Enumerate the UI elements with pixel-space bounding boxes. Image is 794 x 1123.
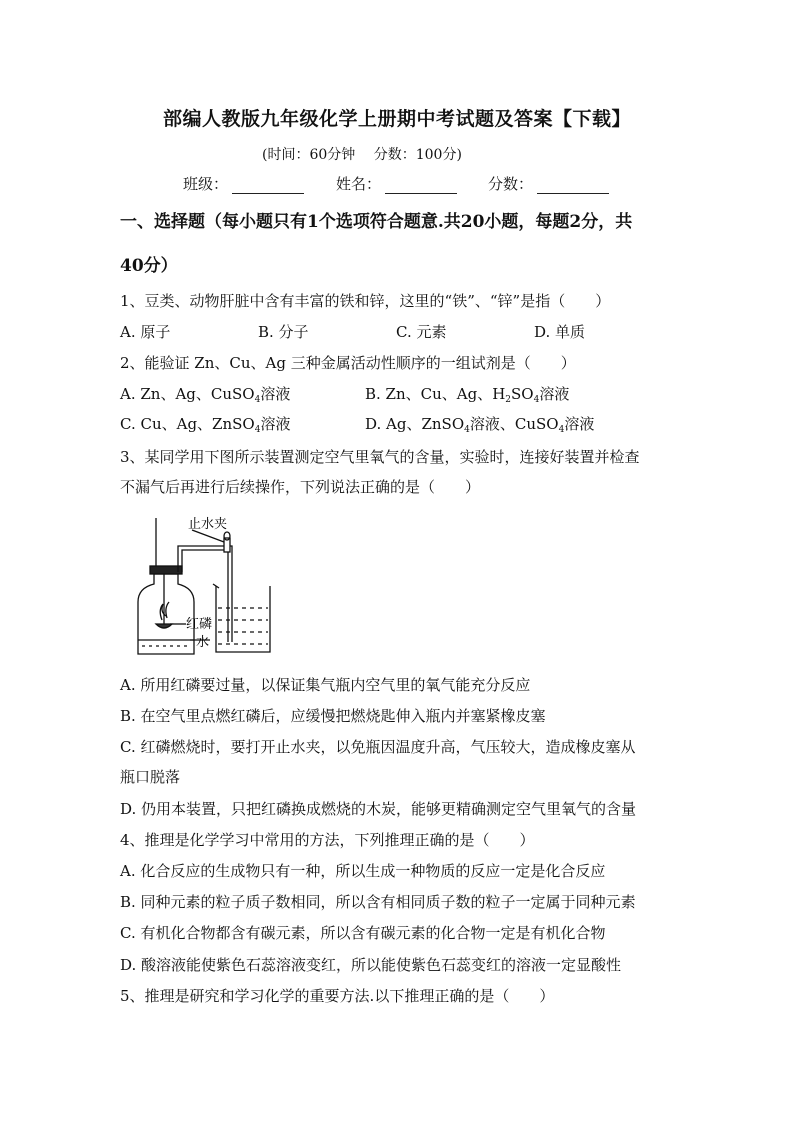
stopper <box>150 566 182 574</box>
q4-stem: 4、推理是化学学习中常用的方法，下列推理正确的是（ ） <box>120 831 535 849</box>
label-red-phosphorus: 红磷 <box>186 617 213 632</box>
q1-stem: 1、豆类、动物肝脏中含有丰富的铁和锌，这里的“铁”、“锌”是指（ ） <box>120 292 611 310</box>
score-field <box>488 173 609 194</box>
q1-option-d: D. 单质 <box>534 323 586 341</box>
q4-option-c: C. 有机化合物都含有碳元素，所以含有碳元素的化合物一定是有机化合物 <box>120 924 606 942</box>
q5-stem: 5、推理是研究和学习化学的重要方法.以下推理正确的是（ ） <box>120 987 555 1005</box>
section-heading-line1: 一、选择题（每小题只有1个选项符合题意.共20小题，每题2分，共 <box>120 212 633 232</box>
q3-option-c-line1: C. 红磷燃烧时，要打开止水夹，以免瓶因温度升高，气压较大，造成橡皮塞从 <box>120 738 636 756</box>
spoon-bowl <box>156 624 172 628</box>
section-heading <box>120 200 680 288</box>
score-label: 分数： <box>488 175 534 193</box>
q3-apparatus-figure <box>120 512 290 662</box>
q3-stem-line1: 3、某同学用下图所示装置测定空气里氧气的含量，实验时，连接好装置并检查 <box>120 448 640 466</box>
q3-option-d: D. 仍用本装置，只把红磷换成燃烧的木炭，能够更精确测定空气里氧气的含量 <box>120 800 637 818</box>
q2-option-d: D. Ag、ZnSO$_4$溶液、CuSO$_4$溶液 <box>365 415 595 435</box>
score-blank[interactable] <box>537 177 609 194</box>
q1-option-c: C. 元素 <box>396 323 447 341</box>
q2-option-b: B. Zn、Cu、Ag、$H_2SO_4$溶液 <box>365 385 570 405</box>
q4-option-d: D. 酸溶液能使紫色石蕊溶液变红，所以能使紫色石蕊变红的溶液一定显酸性 <box>120 956 622 974</box>
name-blank[interactable] <box>385 177 457 194</box>
q4-option-b: B. 同种元素的粒子质子数相同，所以含有相同质子数的粒子一定属于同种元素 <box>120 893 636 911</box>
q1-option-a: A. 原子 <box>120 323 171 341</box>
label-clamp: 止水夹 <box>188 517 228 532</box>
page-title: 部编人教版九年级化学上册期中考试题及答案【下载】 <box>162 108 631 130</box>
q1-option-b: B. 分子 <box>258 323 309 341</box>
section-heading-line2: 40分） <box>120 256 178 276</box>
class-label: 班级： <box>183 175 229 193</box>
name-label: 姓名： <box>336 175 382 193</box>
q3-option-b: B. 在空气里点燃红磷后，应缓慢把燃烧匙伸入瓶内并塞紧橡皮塞 <box>120 707 546 725</box>
apparatus-diagram <box>120 512 290 662</box>
q4-option-a: A. 化合反应的生成物只有一种，所以生成一种物质的反应一定是化合反应 <box>120 862 606 880</box>
exam-time-score: (时间：60分钟 分数：100分) <box>262 147 462 163</box>
label-water: 水 <box>196 635 210 650</box>
beaker <box>216 586 270 652</box>
q3-option-c-line2: 瓶口脱落 <box>120 768 181 786</box>
class-field <box>183 173 304 194</box>
class-blank[interactable] <box>232 177 304 194</box>
q2-stem: 2、能验证 Zn、Cu、Ag 三种金属活动性顺序的一组试剂是（ ） <box>120 354 576 372</box>
q2-option-c: C. Cu、Ag、ZnSO$_4$溶液 <box>120 415 291 435</box>
name-field <box>336 173 457 194</box>
q3-stem-line2: 不漏气后再进行后续操作，下列说法正确的是（ ） <box>120 478 481 496</box>
q2-option-a: A. Zn、Ag、CuSO$_4$溶液 <box>120 385 291 405</box>
q3-option-a: A. 所用红磷要过量，以保证集气瓶内空气里的氧气能充分反应 <box>120 676 531 694</box>
